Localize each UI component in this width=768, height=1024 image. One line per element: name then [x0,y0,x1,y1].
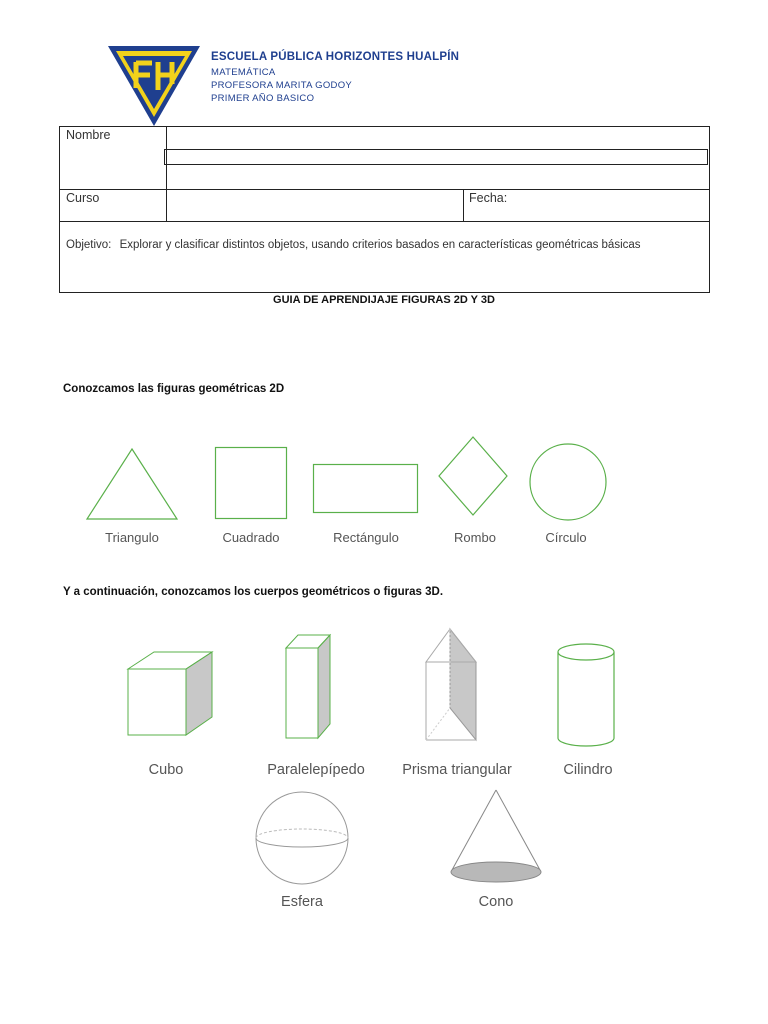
cylinder-caption: Cilindro [563,762,613,778]
name-input-line[interactable] [164,149,708,165]
date-label: Fecha: [469,191,508,205]
sphere-caption: Esfera [281,894,323,910]
triangle-caption: Triangulo [105,530,159,545]
triangle-shape [86,448,178,520]
objective-label: Objetivo: [66,239,112,251]
cuboid-body [284,634,332,740]
rectangle-caption: Rectángulo [333,530,399,545]
cube-caption: Cubo [148,762,184,778]
cylinder-body [556,642,616,748]
circle-caption: Círculo [545,530,587,545]
cone-caption: Cono [478,894,514,910]
square-caption: Cuadrado [222,530,280,545]
subject-line: MATEMÁTICA [211,67,276,78]
square-shape [215,447,287,519]
sphere-body [254,790,350,886]
triangular-prism-body [424,628,480,742]
triangular-prism-caption: Prisma triangular [402,762,512,778]
circle-shape [529,443,607,521]
guide-title: GUIA DE APRENDIJAJE FIGURAS 2D Y 3D [273,294,495,306]
section-2d-title: Conozcamos las figuras geométricas 2D [63,383,285,395]
objective-row [66,239,641,251]
rhombus-shape [438,436,508,516]
cone-body [450,788,546,884]
school-logo [106,44,202,128]
grade-line: PRIMER AÑO BASICO [211,93,315,104]
rectangle-shape [313,464,418,513]
objective-cell [59,221,710,293]
section-3d-title: Y a continuación, conozcamos los cuerpos geométricos o figuras 3D. [63,586,444,598]
rhombus-caption: Rombo [454,530,496,545]
cube-body [126,651,214,737]
name-label: Nombre [66,128,111,142]
course-input-cell[interactable] [166,189,464,222]
course-label: Curso [66,191,100,205]
school-name: ESCUELA PÚBLICA HORIZONTES HUALPÍN [211,51,460,63]
objective-text: Explorar y clasificar distintos objetos, usando criterios basados en características geométricas básicas [119,239,641,251]
teacher-line: PROFESORA MARITA GODOY [211,80,353,91]
cuboid-caption: Paralelepípedo [267,762,365,778]
